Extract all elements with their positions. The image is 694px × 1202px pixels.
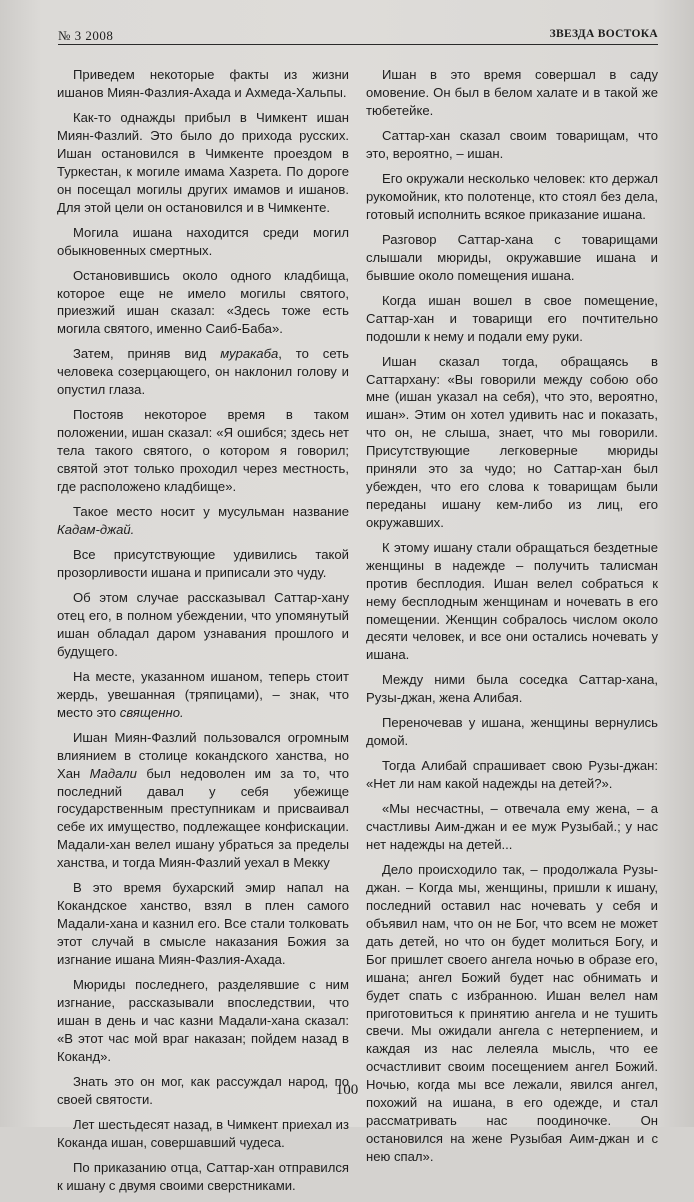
- paragraph: [366, 861, 658, 1165]
- paragraph: [366, 539, 658, 664]
- text-run: Приведем некоторые факты из жизни ишанов Миян-Фазлия-Ахада и Ахмеда-Хальпы.: [57, 67, 349, 100]
- text-run: был недоволен им за то, что последний давал у себя убежище государственным преступникам и присваивал себе их имущество, подлежащее конфискации. Мадали-хан велел ишану убраться за пределы ханства, и тогда Миян-Фазлий уехал в Мекку: [57, 765, 349, 871]
- paragraph: [366, 231, 658, 285]
- paragraph: [366, 66, 658, 120]
- paragraph: [366, 757, 658, 793]
- text-run: Переночевав у ишана, женщины вернулись домой.: [366, 715, 658, 749]
- paragraph: [57, 729, 349, 872]
- text-run: Саттар-хан сказал своим товарищам, что это, вероятно, – ишан.: [366, 127, 658, 161]
- text-run: Когда ишан вошел в свое помещение, Саттар-хан и товарищи его почтительно подошли к нему и подали ему руки.: [366, 292, 658, 344]
- text-run: К этому ишану стали обращаться бездетные женщины в надежде – получить талисман против бесплодия. Ишан велел собраться к нему бесплодным женщинам и ночевать в его помещении. Женщин собралось числом около десяти человек, и все они остались ночевать у ишана.: [366, 539, 658, 663]
- text-run: Остановившись около одного кладбища, которое еще не имело могилы святого, приезжий ишан сказал: «Здесь тоже есть могила святого, именно Саиб-Баба».: [57, 267, 349, 337]
- text-run: Его окружали несколько человек: кто держал рукомойник, кто полотенце, кто стоял без дела, готовый исполнить всякое приказание ишана.: [366, 170, 658, 222]
- text-run: Знать это он мог, как рассуждал народ, по своей святости.: [57, 1073, 349, 1107]
- paragraph: [57, 406, 349, 496]
- journal-title: ЗВЕЗДА ВОСТОКА: [549, 28, 658, 40]
- text-run: Как-то однажды прибыл в Чимкент ишан Миян-Фазлий. Это было до прихода русских. Ишан остановился в Чимкенте проездом в Туркестан, к могиле имама Хазрета. По дороге он посещал могилы других имамов и ишанов. Для этой цели он остановился и в Чимкенте.: [57, 110, 349, 215]
- paragraph: [366, 170, 658, 224]
- text-run: Между ними была соседка Саттар-хана, Рузы-джан, жена Алибая.: [366, 672, 658, 706]
- right-text-column: [366, 66, 658, 1173]
- text-run: Все присутствующие удивились такой прозорливости ишана и приписали это чуду.: [57, 547, 349, 580]
- paragraph: [366, 292, 658, 346]
- text-run: В это время бухарский эмир напал на Кокандское ханство, взял в плен самого Мадали-хана и казнил его. Все стали толковать этот случай в смысле наказания Божия за изгнание ишана Миян-Фазлия-Ахада.: [57, 880, 349, 967]
- text-run: Ишан сказал тогда, обращаясь в Саттархану: «Вы говорили между собою обо мне (ишан указал на себя), что это, вероятно, ишан». Этим он хотел удивить нас и показать, что он, не слыша, знает, что мы говорили. Присутствующие легковерные мюриды приняли это за чудо; но Саттар-хан был убежден, что его слова к товарищам были переданы ишану кем-либо из лиц, его окружавших.: [366, 353, 658, 530]
- paragraph: [57, 66, 349, 102]
- paragraph: [57, 589, 349, 661]
- paragraph: [366, 800, 658, 854]
- page-number: 100: [335, 1082, 359, 1098]
- text-run: Могила ишана находится среди могил обыкновенных смертных.: [57, 224, 349, 258]
- paragraph: [366, 671, 658, 707]
- paragraph: [57, 503, 349, 539]
- paragraph: [57, 109, 349, 216]
- paragraph: [366, 127, 658, 163]
- paragraph: [57, 976, 349, 1066]
- paragraph: [57, 546, 349, 582]
- text-run: На месте, указанном ишаном, теперь стоит жердь, увешанная (тряпицами), – знак, что место это: [57, 668, 349, 720]
- text-run: Ишан Миян-Фазлий пользовался огромным влиянием в столице кокандского ханства, но Хан: [57, 729, 349, 781]
- text-run: Такое место носит у мусульман название: [73, 504, 349, 520]
- text-run: Дело происходило так, – продолжала Рузы-джан. – Когда мы, женщины, пришли к ишану, последний оставил нас ночевать у себя и объявил нам, что он не Бог, что всем не может дать детей, но что он будет молиться Богу, и Бог пришлет своего ангела ночью в образе его, ишана; ангел Божий будет нас обнимать и будет спать с избранною. Ишан велел нам приготовиться к принятию ангела и не тушить свечи. Мы ожидали ангела с нетерпением, и каждая из нас лелеяла мысль, что ее осчастливит своим посещением ангел Божий. Ночью, когда мы все лежали, явился ангел, похожий на ишана, в его одежде, и стал рассматривать нас поодиночке. Он остановился на жене Рузыбая Аим-джан и с нею спал».: [366, 862, 658, 1164]
- left-text-column: [57, 66, 349, 1202]
- text-run: Разговор Саттар-хана с товарищами слышали мюриды, окружавшие ишана и бывшие около помещения ишана.: [366, 231, 658, 283]
- text-run: Постояв некоторое время в таком положении, ишан сказал: «Я ошибся; здесь нет тела такого святого, о котором я говорил; святой этот только проходил через местность, где расположено кладбище».: [57, 407, 349, 494]
- paragraph: [366, 353, 658, 532]
- paragraph: [57, 879, 349, 969]
- paragraph: [57, 1159, 349, 1195]
- paragraph: [57, 345, 349, 399]
- paragraph: [57, 1116, 349, 1152]
- paragraph: [57, 668, 349, 722]
- issue-number: № 3 2008: [58, 28, 114, 43]
- text-run: Затем, приняв вид: [73, 346, 221, 362]
- text-run: «Мы несчастны, – отвечала ему жена, – а счастливы Аим-джан и ее муж Рузыбай.; у нас нет надежды на детей...: [366, 801, 658, 853]
- running-header: [58, 28, 658, 45]
- text-run: Лет шестьдесят назад, в Чимкент приехал из Коканда ишан, совершавший чудеса.: [57, 1116, 349, 1150]
- text-run: Об этом случае рассказывал Саттар-хану отец его, в полном убеждении, что упомянутый ишан обладал даром узнавания прошлого и будущего.: [57, 590, 349, 659]
- text-run: , то сеть человека созерцающего, он наклонил голову и опустил глаза.: [57, 346, 349, 398]
- italic-term: священно.: [119, 704, 184, 720]
- text-run: По приказанию отца, Саттар-хан отправился к ишану с двумя своими сверстниками.: [57, 1159, 349, 1193]
- paragraph: [57, 267, 349, 339]
- text-run: Тогда Алибай спрашивает свою Рузы-джан: «Нет ли нам какой надежды на детей?».: [366, 758, 658, 792]
- paragraph: [366, 714, 658, 750]
- italic-term: Мадали: [89, 765, 137, 781]
- italic-term: Кадам-джай.: [57, 521, 135, 537]
- italic-term: муракаба: [220, 346, 279, 362]
- text-run: Ишан в это время совершал в саду омовение. Он был в белом халате и в такой же тюбетейке.: [366, 67, 658, 118]
- paragraph: [57, 224, 349, 260]
- text-run: Мюриды последнего, разделявшие с ним изгнание, рассказывали впоследствии, что ишан в день и час казни Мадали-хана сказал: «В этот час мой враг наказан; пойдем назад в Коканд».: [57, 976, 349, 1064]
